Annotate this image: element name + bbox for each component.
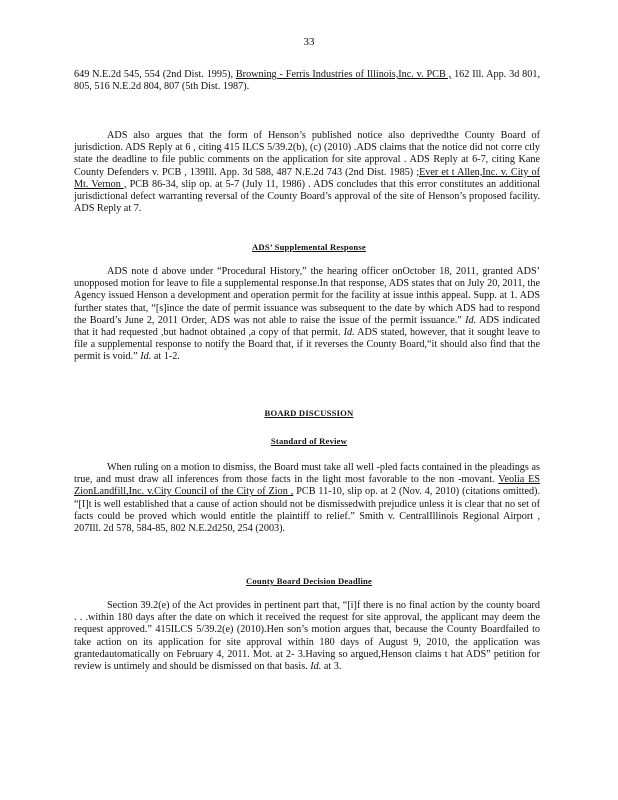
text: ADS stated, however, that it sought leave to file a supplemental response to notify the Board that, if it reverses the County Board,“it should also find that the permit is void.” [74,327,540,363]
paragraph-standard-of-review [74,462,540,535]
id-citation: Id. [140,351,152,363]
text: 162 Ill. App. 3d 801, 805, 516 N.E.2d 804, 807 (5th Dist. 1987). [74,69,540,93]
paragraph-supplemental-response [74,266,540,364]
text: at 3. [321,661,342,673]
paragraph-citation-continuation [74,69,540,93]
text: ADS note d above under “Procedural History,” the hearing officer onOctober 18, 2011, granted ADS’ unopposed motion for leave to file a supplemental response.In that response, ADS states that on July 20, 2011, the Agency issued Henson a development and operation permit for the facility at issue inthis appeal. Supp. at 1. ADS further states that, “[s]ince the date of permit issuance was subsequent to the date by which ADS had to respond the Board’s June 2, 2011 Order, ADS was not able to raise the issue of the permit issuance.” [74,266,540,326]
paragraph-ads-argues-notice [74,130,540,215]
id-citation: Id. [310,661,322,673]
page-number: 33 [303,36,315,48]
text: ADS indicated that it had requested ,but hadnot obtained ,a copy of that permit. [74,314,540,339]
heading-standard-of-review: Standard of Review [270,436,348,446]
case-citation-veolia: Veolia ES ZionLandfill,Inc. v.City Council of the City of Zion , [74,474,540,498]
heading-ads-supplemental-response: ADS’ Supplemental Response [252,242,366,252]
case-citation-everett-allen: Ever et t Allen,Inc. v. City of Mt. Vernon , [74,166,540,190]
text: 649 N.E.2d 545, 554 (2nd Dist. 1995), [74,69,236,80]
text: When ruling on a motion to dismiss, the Board must take all well -pled facts contained in the pleadings as true, and must draw all inferences from those facts in the light most favorable to the non -movant. [74,462,540,486]
heading-board-discussion: BOARD DISCUSSION [264,408,354,418]
text: at 1-2. [151,351,180,363]
heading-county-board-decision-deadline: County Board Decision Deadline [245,576,373,586]
text: PCB 11-10, slip op. at 2 (Nov. 4, 2010) (citations omitted). “[I]t is well established that a cause of action should not be dismissedwith prejudice unless it is clear that no set of facts could be proved which would entitle the plaintiff to relief.” Smith v. CentralIllinois Regional Airport , 207Ill. 2d 578, 584-85, 802 N.E.2d250, 254 (2003). [74,486,540,535]
text: ADS also argues that the form of Henson’s published notice also deprivedthe County Board of jurisdiction. ADS Reply at 6 , citing 415 ILCS 5/39.2(b), (c) (2010) .ADS claims that the notice did not corre ctly state the deadline to file public comments on the application for site approval . ADS Reply at 6-7, citing Kane County Defenders v. PCB , 139Ill. App. 3d 588, 487 N.E.2d 743 (2nd Dist. 1985) ; [74,130,540,178]
text: Section 39.2(e) of the Act provides in pertinent part that, “[i]f there is no final action by the county board . . .within 180 days after the date on which it received the request for site approval, the applicant may deem the request approved.” 415ILCS 5/39.2(e) (2010).Hen son’s motion argues that, because the County Boardfailed to take action on its application for site approval within 180 days of August 9, 2010, the application was grantedautomatically on February 4, 2011. Mot. at 2- 3.Having so argued,Henson claims t hat ADS” petition for review is untimely and should be dismissed on that basis. [74,600,540,673]
text: PCB 86-34, slip op. at 5-7 (July 11, 1986) . ADS concludes that this error constitutes an additional jurisdictional defect warranting reversal of the County Board’s approval of the site of Henson’s proposed facility. ADS Reply at 7. [74,178,540,215]
id-citation: Id. [465,314,477,326]
paragraph-section-39-2-e [74,600,540,673]
id-citation: Id. [343,327,355,339]
case-citation-browning: Browning - Ferris Industries of Illinois,Inc. v. PCB , [235,69,452,80]
